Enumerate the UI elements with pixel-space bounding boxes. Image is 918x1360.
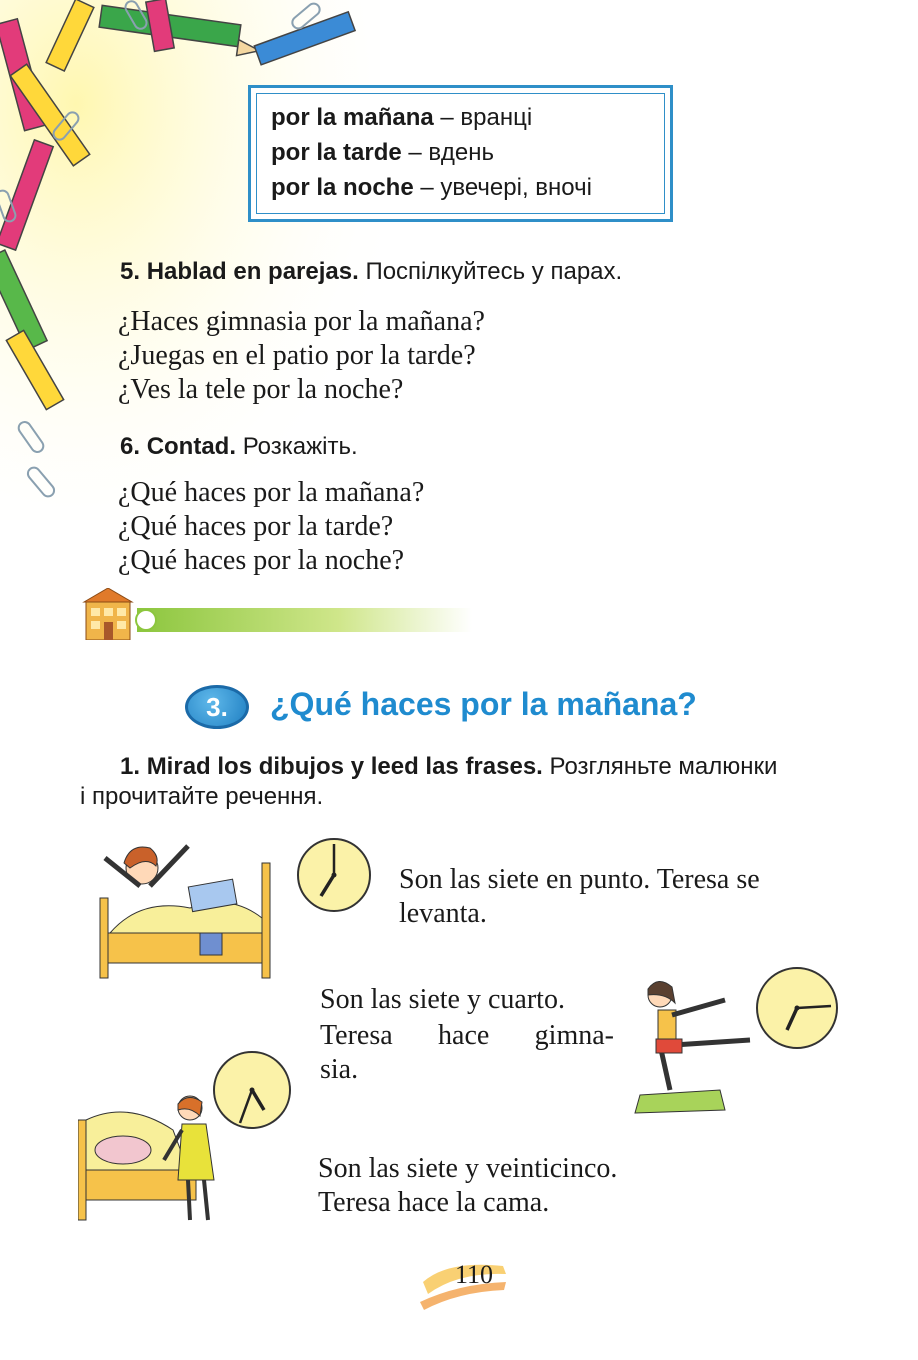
task-title: Mirad los dibujos y leed las frases.	[146, 753, 543, 780]
girl-waking-up-illustration	[80, 838, 275, 983]
page-number: 110	[455, 1260, 494, 1289]
clock-icon-seven-oclock	[295, 836, 373, 914]
clock-icon-quarter-past-seven	[753, 964, 841, 1052]
task-number: 1.	[120, 753, 141, 780]
vocab-line-manana	[271, 104, 532, 132]
task-translation: Розкажіть.	[242, 433, 358, 460]
task-translation: Розгляньте малюнки	[549, 753, 778, 780]
lesson-title: ¿Qué haces por la mañana?	[270, 686, 697, 722]
task-translation-continued: і прочитайте речення.	[80, 783, 324, 810]
vocab-uk: вранці	[460, 104, 533, 131]
task-6-heading	[120, 433, 358, 461]
task-title: Contad.	[146, 433, 237, 460]
scene-1-text: Son las siete en punto. Teresa se	[399, 864, 760, 895]
vocab-sep: –	[433, 104, 461, 131]
task-1-heading	[80, 752, 860, 812]
vocab-line-noche	[271, 174, 592, 202]
vocab-es: por la tarde	[271, 139, 402, 166]
task-5-question: ¿Ves la tele por la noche?	[118, 374, 404, 405]
vocab-es: por la mañana	[271, 104, 434, 131]
vocabulary-box	[248, 85, 673, 222]
scene-3-text: Son las siete y veinticinco.	[318, 1153, 618, 1184]
lesson-number-badge: 3.	[185, 685, 249, 729]
vocab-uk: вдень	[428, 139, 494, 166]
vocab-line-tarde	[271, 139, 494, 167]
task-translation: Поспілкуйтесь у парах.	[365, 258, 623, 285]
task-6-question: ¿Qué haces por la tarde?	[118, 511, 394, 542]
vocab-sep: –	[413, 174, 441, 201]
task-number: 6.	[120, 433, 141, 460]
vocab-es: por la noche	[271, 174, 414, 201]
task-5-heading	[120, 258, 622, 286]
girl-making-bed-illustration	[78, 1090, 238, 1230]
task-5-question: ¿Juegas en el patio por la tarde?	[118, 340, 476, 371]
girl-exercising-illustration	[630, 965, 760, 1115]
task-6-question: ¿Qué haces por la mañana?	[118, 477, 425, 508]
scene-2-text: sia.	[320, 1054, 359, 1085]
task-5-question: ¿Haces gimnasia por la mañana?	[118, 306, 485, 337]
scene-2-text: Teresa hace gimna-	[320, 1020, 614, 1051]
scene-2-text: Son las siete y cuarto.	[320, 984, 565, 1015]
vocab-sep: –	[401, 139, 429, 166]
task-number: 5.	[120, 258, 141, 285]
task-title: Hablad en parejas.	[146, 258, 359, 285]
scene-1-text: levanta.	[399, 898, 487, 929]
task-6-question: ¿Qué haces por la noche?	[118, 545, 405, 576]
vocab-uk: увечері, вночі	[440, 174, 592, 201]
scene-3-text: Teresa hace la cama.	[318, 1187, 550, 1218]
section-divider-house	[82, 588, 472, 640]
